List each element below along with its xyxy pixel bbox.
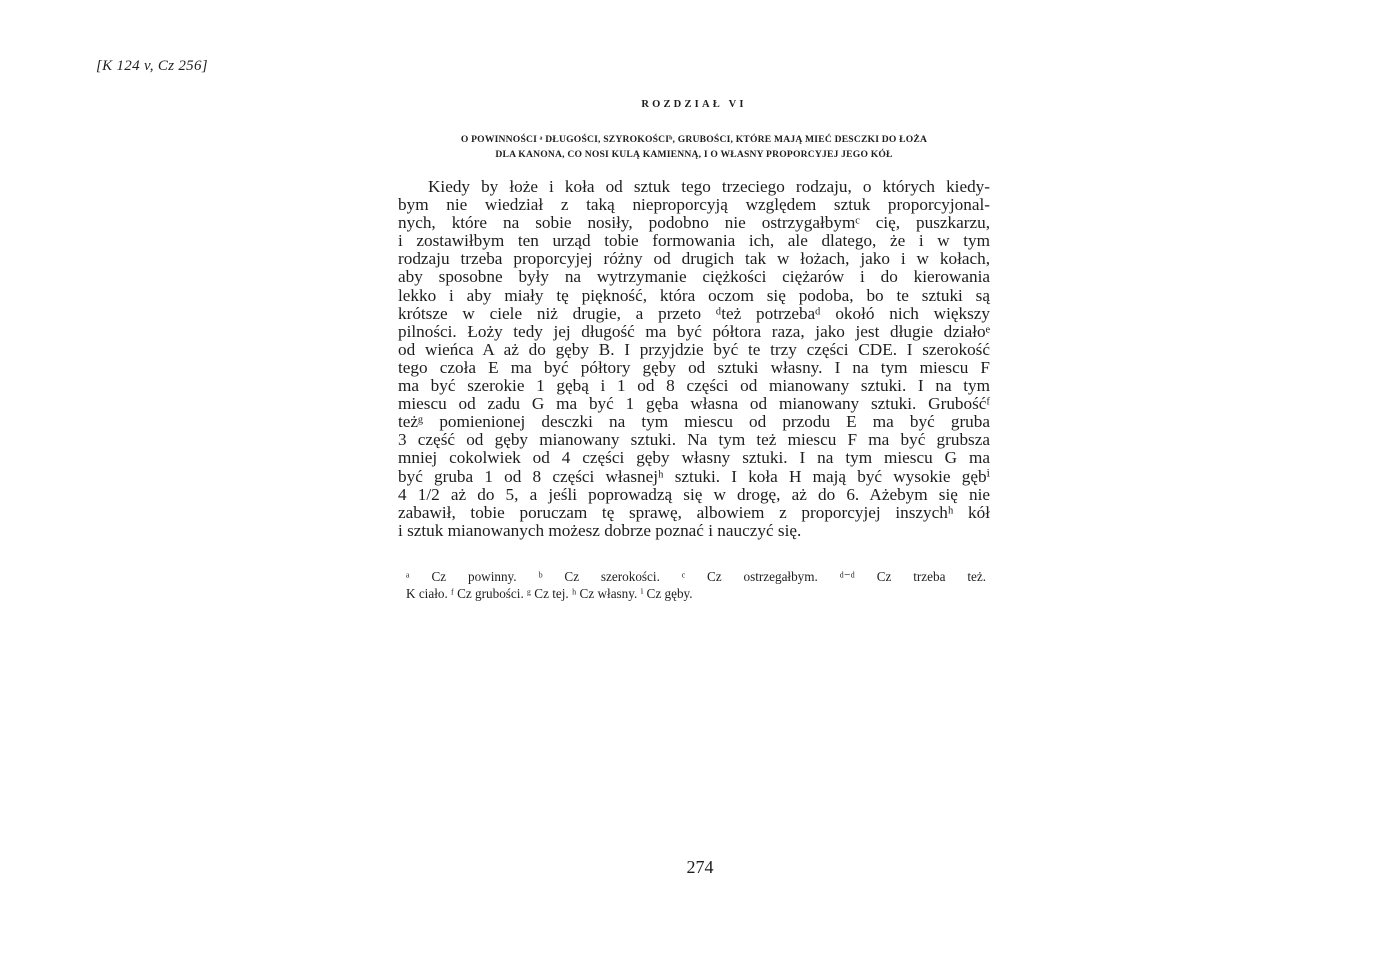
chapter-heading-line: DLA KANONA, CO NOSI KULĄ KAMIENNĄ, I O WŁASNY PROPORCYJEJ JEGO KÓŁ	[495, 149, 893, 160]
body-line: 3 część od gęby mianowany sztuki. Na tym też miescu F ma być grubsza	[398, 430, 990, 450]
marginal-reference: [K 124 v, Cz 256]	[96, 58, 208, 74]
footnote-line: K ciało. ᶠ Cz grubości. ᵍ Cz tej. ʰ Cz własny. ⁱ Cz gęby.	[406, 586, 693, 601]
body-line: lekko i aby miały tę piękność, która oczom się podoba, bo te sztuki są	[398, 285, 990, 305]
body-line: krótsze w ciele niż drugie, a przeto ᵈteż potrzebaᵈ okołó nich większy	[398, 303, 990, 323]
body-line: od wieńca A aż do gęby B. I przyjdzie być te trzy części CDE. I szerokość	[398, 339, 990, 359]
chapter-heading-line: O POWINNOŚCI ᵃ DŁUGOŚCI, SZYROKOŚCIᵇ, GRUBOŚCI, KTÓRE MAJĄ MIEĆ DESCZKI DO ŁOŻA	[460, 134, 928, 145]
body-line: ma być szerokie 1 gębą i 1 od 8 części od mianowany sztuki. I na tym	[398, 376, 990, 396]
footnote-line: ᵃ Cz powinny. ᵇ Cz szerokości. ᶜ Cz ostrzegałbym. ᵈ⁻ᵈ Cz trzeba też.	[406, 569, 986, 584]
body-line: i zostawiłbym ten urząd tobie formowania ich, ale dlatego, że i w tym	[398, 231, 990, 251]
body-line: mniej cokolwiek od 4 części gęby własny sztuki. I na tym miescu G ma	[398, 448, 990, 468]
body-line: być gruba 1 od 8 części własnejʰ sztuki. I koła H mają być wysokie gębⁱ	[398, 466, 990, 486]
body-line: zabawił, tobie poruczam tę sprawę, albowiem z proporcyjej inszychʰ kół	[398, 502, 990, 522]
footnotes	[406, 568, 986, 602]
body-line: bym nie wiedział z taką nieproporcyją względem sztuk proporcyjonal-	[398, 195, 990, 215]
chapter-heading	[398, 132, 990, 162]
body-line: pilności. Łoży tedy jej długość ma być półtora raza, jako jest długie działoᵉ	[398, 321, 990, 341]
body-text	[398, 178, 990, 540]
body-line: nych, które na sobie nosiły, podobno nie ostrzygałbymᶜ cię, puszkarzu,	[398, 213, 990, 233]
body-line: i sztuk mianowanych możesz dobrze poznać i nauczyć się.	[398, 520, 802, 540]
body-line: Kiedy by łoże i koła od sztuk tego trzeciego rodzaju, o których kiedy-	[428, 177, 990, 196]
body-line: rodzaju trzeba proporcyjej różny od drugich tak w łożach, jako i w kołach,	[398, 249, 990, 269]
chapter-title: ROZDZIAŁ VI	[641, 99, 747, 110]
body-line: 4 1/2 aż do 5, a jeśli poprowadzą się w drogę, aż do 6. Ażebym się nie	[398, 484, 990, 504]
body-line: tego czoła E ma być półtory gęby od sztuki własny. I na tym miescu F	[398, 357, 990, 377]
body-line: aby sposobne były na wytrzymanie ciężkości ciężarów i do kierowania	[398, 267, 990, 287]
body-line: teżᵍ pomienionej desczki na tym miescu od przodu E ma być gruba	[398, 412, 990, 432]
body-line: miescu od zadu G ma być 1 gęba własna od mianowany sztuki. Grubośćᶠ	[398, 394, 990, 414]
page-number: 274	[686, 857, 714, 877]
